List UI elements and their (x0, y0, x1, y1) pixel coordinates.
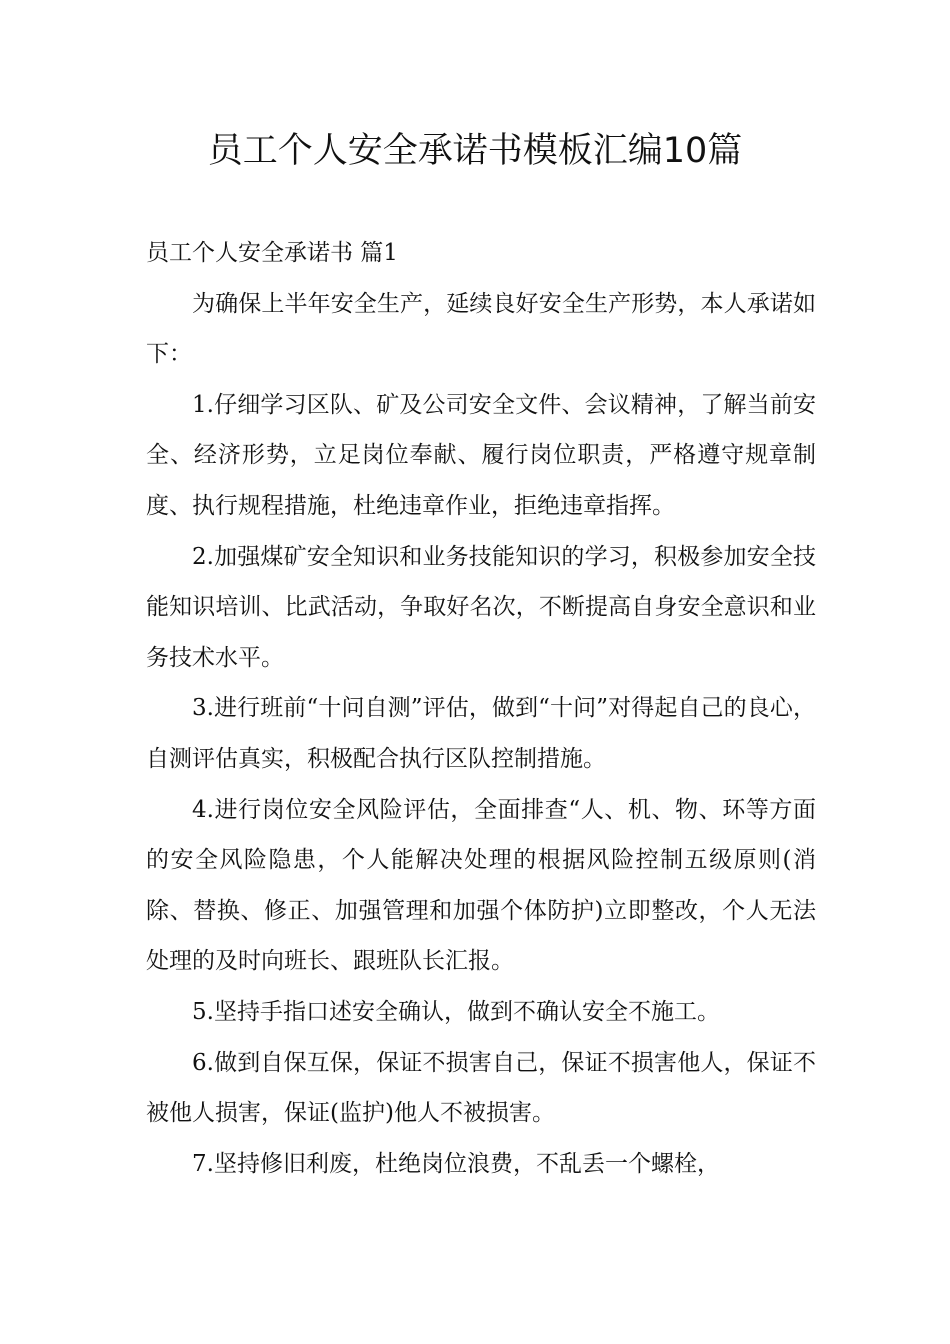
paragraph-item-3: 3.进行班前“十问自测”评估，做到“十问”对得起自己的良心，自测评估真实，积极配合执行区队控制措施。 (146, 695, 816, 772)
paragraph-item-5: 5.坚持手指口述安全确认，做到不确认安全不施工。 (192, 998, 720, 1025)
document-body (146, 228, 816, 1189)
paragraph-item-1: 1.仔细学习区队、矿及公司安全文件、会议精神，了解当前安全、经济形势，立足岗位奉献、履行岗位职责，严格遵守规章制度、执行规程措施，杜绝违章作业，拒绝违章指挥。 (146, 391, 816, 519)
paragraph-item-2: 2.加强煤矿安全知识和业务技能知识的学习，积极参加安全技能知识培训、比武活动，争取好名次，不断提高自身安全意识和业务技术水平。 (146, 543, 816, 671)
paragraph-item-7: 7.坚持修旧利废，杜绝岗位浪费，不乱丢一个螺栓， (192, 1150, 720, 1177)
document-title: 员工个人安全承诺书模板汇编10篇 (207, 131, 743, 171)
paragraph-intro: 为确保上半年安全生产，延续良好安全生产形势，本人承诺如下： (146, 290, 816, 368)
paragraph-item-6: 6.做到自保互保，保证不损害自己，保证不损害他人，保证不被他人损害，保证(监护)他人不被损害。 (146, 1049, 816, 1127)
paragraph-item-4: 4.进行岗位安全风险评估，全面排查“人、机、物、环等方面的安全风险隐患，个人能解决处理的根据风险控制五级原则(消除、替换、修正、加强管理和加强个体防护)立即整改，个人无法处理的及时向班长、跟班队长汇报。 (146, 796, 816, 975)
section-heading: 员工个人安全承诺书 篇1 (146, 240, 398, 266)
